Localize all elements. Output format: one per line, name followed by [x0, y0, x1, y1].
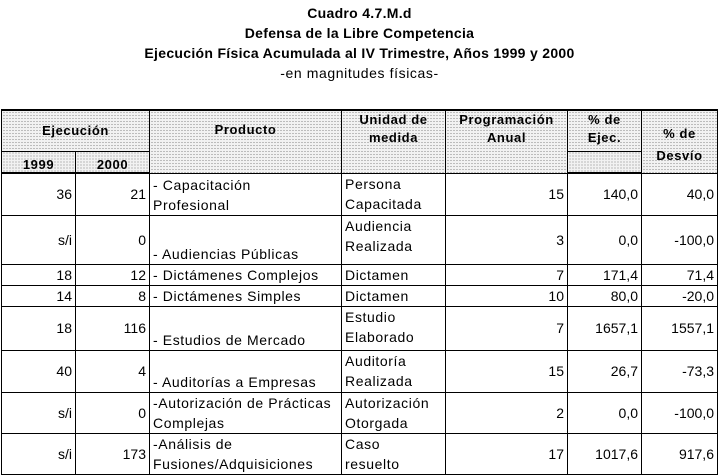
cell-2000: 0	[76, 215, 150, 264]
cell-producto-line: Complejas	[153, 414, 225, 431]
cell-unidad-line: Realizada	[345, 237, 413, 254]
cell-unidad-line: Persona	[345, 175, 402, 192]
cell-unidad	[342, 173, 446, 215]
cell-programacion: 2	[446, 392, 568, 433]
cell-unidad-line: Autorización	[345, 394, 430, 411]
table-row	[2, 215, 718, 264]
cell-1999: 14	[2, 285, 76, 306]
cell-unidad-line: Auditoría	[345, 352, 407, 369]
cell-producto-line: - Dictámenes Complejos	[153, 266, 319, 283]
cell-programacion: 17	[446, 433, 568, 474]
table-row	[2, 433, 718, 474]
header-porc-desvio	[642, 110, 718, 173]
header-porc-ejec	[568, 110, 642, 151]
cell-1999: s/i	[2, 433, 76, 474]
table-row	[2, 306, 718, 350]
cell-porc-desvio: -100,0	[642, 215, 718, 264]
cell-programacion: 3	[446, 215, 568, 264]
cell-porc-ejec: 26,7	[568, 350, 642, 392]
document-title-block	[0, 0, 719, 83]
cell-unidad-line: Audiencia	[345, 217, 412, 234]
table-subtitle: Ejecución Física Acumulada al IV Trimestre, Años 1999 y 2000	[144, 45, 575, 61]
cell-porc-desvio: -20,0	[642, 285, 718, 306]
cell-unidad	[342, 306, 446, 350]
header-programacion	[446, 110, 568, 173]
table-body	[2, 173, 718, 474]
table-row	[2, 173, 718, 215]
header-ejec-line2: Ejec.	[587, 130, 622, 145]
cell-programacion: 15	[446, 350, 568, 392]
cell-unidad-line: Dictamen	[345, 287, 409, 304]
cell-programacion: 7	[446, 306, 568, 350]
header-year-1999: 1999	[2, 151, 76, 173]
cell-2000: 116	[76, 306, 150, 350]
cell-1999: 40	[2, 350, 76, 392]
cell-producto-line: - Dictámenes Simples	[153, 287, 302, 304]
cell-unidad-line: Estudio	[345, 308, 396, 325]
cell-producto-line: Profesional	[153, 196, 230, 213]
cell-producto	[150, 350, 342, 392]
cell-porc-ejec: 171,4	[568, 264, 642, 285]
header-ejec-line1: % de	[588, 112, 621, 127]
cell-porc-ejec: 80,0	[568, 285, 642, 306]
cell-producto	[150, 264, 342, 285]
cell-unidad	[342, 215, 446, 264]
cell-porc-desvio: 71,4	[642, 264, 718, 285]
cell-unidad-line: Caso	[345, 435, 381, 452]
cell-producto-line: - Estudios de Mercado	[153, 331, 306, 348]
cell-1999: 36	[2, 173, 76, 215]
cell-unidad-line: Realizada	[345, 372, 413, 389]
table-number: Cuadro 4.7.M.d	[307, 5, 412, 21]
cell-programacion: 10	[446, 285, 568, 306]
cell-2000: 21	[76, 173, 150, 215]
cell-producto	[150, 215, 342, 264]
header-programacion-line1: Programación	[459, 112, 554, 127]
cell-unidad	[342, 392, 446, 433]
cell-programacion: 7	[446, 264, 568, 285]
cell-producto-line: - Capacitación	[153, 176, 251, 193]
cell-porc-desvio: -100,0	[642, 392, 718, 433]
table-row	[2, 264, 718, 285]
cell-unidad	[342, 285, 446, 306]
cell-porc-desvio: 1557,1	[642, 306, 718, 350]
cell-porc-desvio: 917,6	[642, 433, 718, 474]
cell-porc-desvio: -73,3	[642, 350, 718, 392]
cell-unidad-line: resuelto	[345, 455, 400, 472]
table-row	[2, 285, 718, 306]
header-desvio-line1: % de	[663, 126, 696, 141]
cell-porc-ejec: 1017,6	[568, 433, 642, 474]
header-programacion-line2: Anual	[486, 130, 527, 145]
table-row	[2, 392, 718, 433]
table-units-note: -en magnitudes físicas-	[280, 65, 439, 81]
header-unidad-line2: medida	[368, 130, 419, 145]
cell-producto	[150, 285, 342, 306]
header-ejec-spacer	[568, 151, 642, 173]
cell-producto	[150, 306, 342, 350]
cell-2000: 0	[76, 392, 150, 433]
cell-producto-line: - Audiencias Públicas	[153, 245, 299, 262]
cell-programacion: 15	[446, 173, 568, 215]
cell-porc-desvio: 40,0	[642, 173, 718, 215]
table-title: Defensa de la Libre Competencia	[244, 25, 475, 41]
cell-1999: 18	[2, 306, 76, 350]
cell-producto	[150, 433, 342, 474]
cell-producto	[150, 173, 342, 215]
cell-unidad-line: Dictamen	[345, 266, 409, 283]
cell-unidad-line: Capacitada	[345, 195, 422, 212]
cell-unidad-line: Otorgada	[345, 414, 409, 431]
cell-producto-line: Fusiones/Adquisiciones	[153, 455, 314, 472]
header-year-2000: 2000	[76, 151, 150, 173]
header-ejecucion: Ejecución	[2, 110, 150, 151]
cell-1999: 18	[2, 264, 76, 285]
cell-2000: 8	[76, 285, 150, 306]
header-desvio-line2: Desvío	[656, 148, 703, 163]
cell-producto-line: -Análisis de	[153, 435, 233, 452]
execution-table	[1, 109, 718, 475]
cell-1999: s/i	[2, 392, 76, 433]
cell-unidad	[342, 350, 446, 392]
cell-producto-line: - Auditorías a Empresas	[153, 373, 317, 390]
cell-producto	[150, 392, 342, 433]
cell-2000: 12	[76, 264, 150, 285]
cell-unidad	[342, 264, 446, 285]
header-unidad-line1: Unidad de	[359, 112, 428, 127]
cell-porc-ejec: 0,0	[568, 392, 642, 433]
header-producto: Producto	[150, 110, 342, 173]
cell-porc-ejec: 0,0	[568, 215, 642, 264]
cell-2000: 4	[76, 350, 150, 392]
cell-producto-line: -Autorización de Prácticas	[153, 394, 332, 411]
cell-porc-ejec: 140,0	[568, 173, 642, 215]
cell-1999: s/i	[2, 215, 76, 264]
cell-2000: 173	[76, 433, 150, 474]
header-unidad	[342, 110, 446, 173]
cell-unidad-line: Elaborado	[345, 328, 415, 345]
table-row	[2, 350, 718, 392]
cell-unidad	[342, 433, 446, 474]
cell-porc-ejec: 1657,1	[568, 306, 642, 350]
